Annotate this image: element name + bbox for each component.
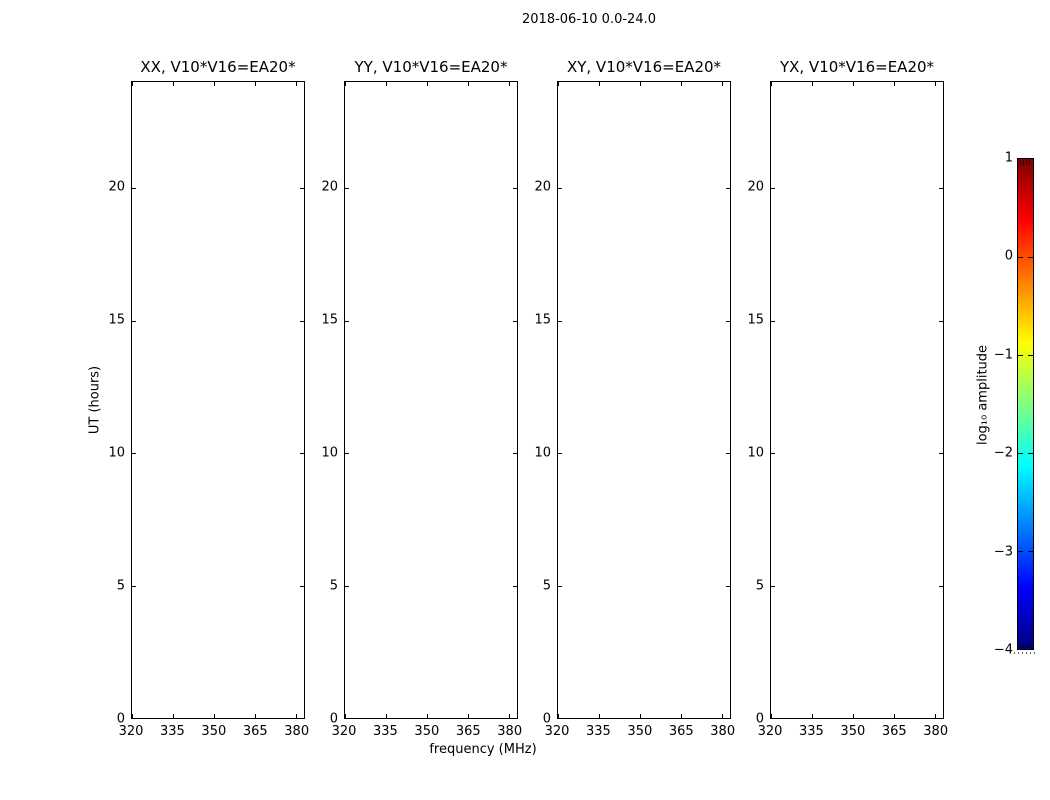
x-tick-label: 365 [881, 724, 907, 739]
x-tick-mark [599, 714, 600, 718]
y-tick-mark [939, 188, 943, 189]
y-tick-label: 0 [755, 711, 764, 727]
colorbar-label: log₁₀ amplitude [975, 344, 991, 446]
plot-area-yx [770, 81, 944, 719]
y-tick-label: 0 [116, 711, 125, 727]
y-tick-mark [300, 586, 304, 587]
x-tick-mark [214, 714, 215, 718]
x-tick-label: 335 [799, 724, 824, 739]
x-tick-label: 365 [455, 724, 481, 739]
colorbar-tick-mark [1028, 355, 1033, 356]
x-tick-label: 320 [331, 724, 357, 739]
colorbar-tick-label: −4 [993, 642, 1013, 658]
colorbar [975, 150, 1034, 658]
y-tick-mark [771, 453, 775, 454]
x-tick-mark [681, 714, 682, 718]
y-tick-mark [300, 718, 304, 719]
x-tick-mark [173, 714, 174, 718]
x-tick-mark [509, 82, 510, 86]
y-tick-mark [513, 321, 517, 322]
x-tick-mark [935, 82, 936, 86]
colorbar-tick-mark [1018, 453, 1023, 454]
x-tick-mark [255, 714, 256, 718]
y-tick-mark [132, 718, 136, 719]
plot-area-xx [131, 81, 305, 719]
x-tick-label: 320 [757, 724, 783, 739]
x-tick-mark [173, 82, 174, 86]
colorbar-tick-label: −3 [993, 544, 1013, 560]
x-tick-mark [468, 714, 469, 718]
colorbar-tick-mark [1018, 551, 1023, 552]
y-tick-mark [345, 453, 349, 454]
colorbar-tick-label: 0 [1004, 248, 1013, 264]
y-tick-mark [132, 188, 136, 189]
x-tick-label: 380 [923, 724, 949, 739]
y-tick-mark [726, 321, 730, 322]
subplot-xx [108, 58, 310, 739]
x-tick-mark [214, 82, 215, 86]
x-tick-mark [722, 82, 723, 86]
x-tick-mark [640, 82, 641, 86]
x-tick-mark [812, 82, 813, 86]
x-tick-mark [427, 82, 428, 86]
x-tick-mark [255, 82, 256, 86]
x-tick-mark [427, 714, 428, 718]
subplot-yx [747, 58, 949, 739]
x-tick-mark [296, 714, 297, 718]
y-tick-label: 5 [755, 578, 764, 594]
y-tick-labels [308, 81, 338, 727]
colorbar-tick-label: −1 [993, 347, 1013, 363]
y-tick-mark [345, 718, 349, 719]
subplot-xy [534, 58, 736, 739]
x-tick-mark [894, 714, 895, 718]
y-tick-mark [558, 586, 562, 587]
y-tick-label: 15 [108, 312, 125, 328]
x-tick-label: 320 [544, 724, 570, 739]
plot-area-xy [557, 81, 731, 719]
subplot-title-xx: XX, V10*V16=EA20* [140, 58, 296, 76]
x-tick-mark [853, 714, 854, 718]
y-tick-mark [513, 188, 517, 189]
x-tick-label: 335 [160, 724, 185, 739]
y-tick-label: 5 [542, 578, 551, 594]
x-tick-labels [544, 724, 736, 742]
x-tick-mark [935, 714, 936, 718]
y-tick-labels [95, 81, 125, 727]
subplot-yy [321, 58, 523, 739]
x-tick-label: 350 [201, 724, 227, 739]
x-tick-mark [853, 82, 854, 86]
y-tick-labels [521, 81, 551, 727]
plot-area-yy [344, 81, 518, 719]
x-tick-labels [757, 724, 949, 742]
y-tick-label: 20 [108, 179, 125, 195]
y-tick-label: 5 [329, 578, 338, 594]
y-tick-label: 20 [747, 179, 764, 195]
x-tick-label: 380 [497, 724, 523, 739]
subplot-title-yx: YX, V10*V16=EA20* [779, 58, 935, 76]
y-tick-mark [300, 321, 304, 322]
y-tick-mark [726, 718, 730, 719]
y-tick-mark [345, 188, 349, 189]
y-tick-mark [939, 586, 943, 587]
x-tick-mark [771, 82, 772, 86]
x-tick-mark [722, 714, 723, 718]
x-tick-label: 335 [586, 724, 611, 739]
y-tick-label: 10 [534, 445, 551, 461]
subplot-title-yy: YY, V10*V16=EA20* [354, 58, 508, 76]
y-tick-mark [300, 188, 304, 189]
y-tick-mark [558, 718, 562, 719]
y-tick-label: 20 [534, 179, 551, 195]
colorbar-tick-mark [1028, 551, 1033, 552]
x-tick-labels [118, 724, 310, 742]
x-tick-mark [386, 82, 387, 86]
y-tick-mark [939, 453, 943, 454]
x-tick-mark [894, 82, 895, 86]
y-tick-label: 10 [108, 445, 125, 461]
y-tick-mark [726, 586, 730, 587]
y-tick-mark [300, 453, 304, 454]
y-tick-mark [558, 453, 562, 454]
x-tick-label: 335 [373, 724, 398, 739]
y-tick-mark [345, 321, 349, 322]
colorbar-tick-mark [1028, 257, 1033, 258]
colorbar-gradient [1017, 158, 1034, 650]
figure-title: 2018-06-10 0.0-24.0 [522, 12, 656, 27]
y-tick-label: 15 [747, 312, 764, 328]
colorbar-tick-mark [1018, 355, 1023, 356]
y-tick-mark [513, 586, 517, 587]
y-tick-mark [513, 453, 517, 454]
subplot-title-xy: XY, V10*V16=EA20* [566, 58, 722, 76]
y-tick-mark [771, 321, 775, 322]
y-axis-label: UT (hours) [87, 365, 103, 435]
colorbar-tick-label: 1 [1004, 150, 1013, 166]
x-tick-labels [331, 724, 523, 742]
x-tick-mark [132, 82, 133, 86]
x-tick-mark [296, 82, 297, 86]
x-tick-mark [812, 714, 813, 718]
y-tick-mark [771, 586, 775, 587]
y-tick-mark [771, 718, 775, 719]
y-tick-mark [345, 586, 349, 587]
colorbar-underflow-dots [1014, 652, 1037, 654]
x-tick-label: 365 [668, 724, 694, 739]
y-tick-mark [132, 321, 136, 322]
colorbar-bottom-hatch [1020, 643, 1031, 648]
x-tick-mark [386, 714, 387, 718]
x-tick-mark [599, 82, 600, 86]
y-tick-mark [726, 453, 730, 454]
y-tick-mark [726, 188, 730, 189]
x-tick-label: 380 [710, 724, 736, 739]
x-tick-mark [468, 82, 469, 86]
x-tick-label: 380 [284, 724, 310, 739]
y-tick-mark [513, 718, 517, 719]
x-axis-label: frequency (MHz) [429, 742, 537, 757]
y-tick-label: 0 [329, 711, 338, 727]
y-tick-mark [939, 321, 943, 322]
x-tick-label: 365 [242, 724, 268, 739]
y-tick-label: 15 [321, 312, 338, 328]
x-tick-mark [558, 82, 559, 86]
y-tick-mark [558, 188, 562, 189]
x-tick-label: 350 [414, 724, 440, 739]
y-tick-label: 0 [542, 711, 551, 727]
y-tick-label: 15 [534, 312, 551, 328]
colorbar-tick-mark [1018, 257, 1023, 258]
x-tick-mark [509, 714, 510, 718]
y-tick-mark [558, 321, 562, 322]
y-tick-label: 10 [321, 445, 338, 461]
x-tick-label: 350 [627, 724, 653, 739]
colorbar-tick-mark [1028, 453, 1033, 454]
y-tick-mark [132, 586, 136, 587]
y-tick-label: 10 [747, 445, 764, 461]
y-tick-label: 20 [321, 179, 338, 195]
y-tick-label: 5 [116, 578, 125, 594]
colorbar-top-hatch [1020, 160, 1031, 165]
y-tick-mark [771, 188, 775, 189]
x-tick-mark [345, 82, 346, 86]
colorbar-tick-label: −2 [993, 445, 1013, 461]
y-tick-mark [939, 718, 943, 719]
x-tick-label: 320 [118, 724, 144, 739]
x-tick-label: 350 [840, 724, 866, 739]
y-tick-labels [734, 81, 764, 727]
y-tick-mark [132, 453, 136, 454]
x-tick-mark [640, 714, 641, 718]
x-tick-mark [681, 82, 682, 86]
